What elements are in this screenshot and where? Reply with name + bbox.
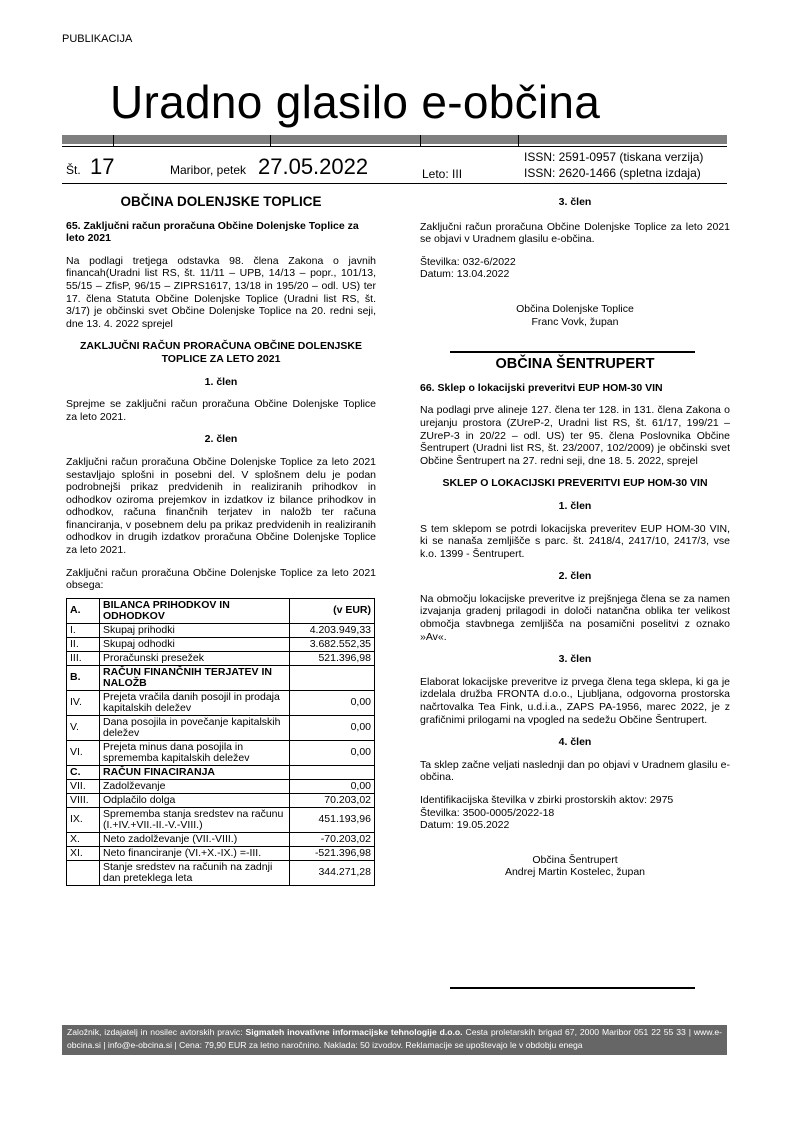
table-cell-value: 3.682.552,35	[290, 637, 375, 651]
org-heading-2: OBČINA ŠENTRUPERT	[495, 356, 655, 373]
table-section-row	[67, 665, 375, 690]
imprint-footer	[62, 1025, 727, 1055]
masthead-black-rule	[62, 146, 727, 147]
table-row	[67, 651, 375, 665]
org-heading: OBČINA DOLENJSKE TOPLICE	[120, 194, 322, 209]
masthead-grey-rule	[62, 135, 727, 144]
table-cell-value: (v EUR)	[290, 598, 375, 623]
table-cell-label: Sprememba stanja sredstev na računu (I.+IV.+VII.-II.-V.-VIII.)	[100, 807, 290, 832]
table-cell-label: RAČUN FINACIRANJA	[100, 765, 290, 779]
act-2-title: 66. Sklep o lokacijski preveritvi EUP HOM-30 VIN	[420, 381, 663, 394]
table-row	[67, 779, 375, 793]
table-cell-label: RAČUN FINANČNIH TERJATEV IN NALOŽB	[100, 665, 290, 690]
table-cell-value	[290, 665, 375, 690]
table-cell-n: IV.	[67, 690, 100, 715]
table-cell-n: VII.	[67, 779, 100, 793]
table-cell-n: IX.	[67, 807, 100, 832]
table-row	[67, 807, 375, 832]
table-cell-n: VIII.	[67, 793, 100, 807]
table-row	[67, 637, 375, 651]
footer-lead: Založnik, izdajatelj in nosilec avtorskih pravic:	[67, 1027, 243, 1037]
issue-number: 17	[90, 154, 115, 179]
issn-print: ISSN: 2591-0957 (tiskana verzija)	[524, 150, 704, 164]
article-1-title: 1. člen	[204, 375, 238, 388]
sklep-article-3-text: Elaborat lokacijske preveritve iz prvega člena tega sklepa, ki ga je izdelala družba FRONTA d.o.o., Ljubljana, odgovorna prostorska načrtovalka Tea Fink, u.d.i.a., ZAPS PA-1956, marec 2022, je z grafičnimi prilogami na vpogled na sedežu Občine Šentrupert.	[420, 675, 730, 726]
rule-tick	[113, 135, 114, 147]
table-section-row	[67, 765, 375, 779]
signature-name: Franc Vovk, župan	[531, 315, 619, 328]
table-cell-value	[290, 765, 375, 779]
article-2-text-2: Zaključni račun proračuna Občine Dolenjske Toplice za leto 2021 obsega:	[66, 566, 376, 592]
article-2-text: Zaključni račun proračuna Občine Dolenjske Toplice za leto 2021 sestavljajo splošni in posebni del. V splošnem delu je podan podrobnejši prikaz predvidenih in realiziranih prihodkov in odhodkov oziroma prejemkov in izdatkov iz bilance prihodkov in odhodkov, računa finančnih terjatev in naložb ter računa financiranja, v posebnem delu pa prikaz predvidenih in realiziranih odhodkov in drugih izdatkov proračuna Občine Dolenjske Toplice za leto 2021.	[66, 455, 376, 557]
sklep-article-2-text: Na območju lokacijske preveritve iz prejšnjega člena se za namen izvajanja gradenj prilagodi in določi natančna oblika ter velikost območja stavbnega zemljišča na posamični poselitvi z oznako »Av«.	[420, 592, 730, 643]
sklep-article-4-title: 4. člen	[558, 736, 592, 749]
publication-kicker: PUBLIKACIJA	[62, 33, 133, 45]
section-divider	[450, 987, 695, 989]
issue-place-day: Maribor, petek	[170, 163, 247, 177]
table-cell-value: 0,00	[290, 690, 375, 715]
document-heading-2: SKLEP O LOKACIJSKI PREVERITVI EUP HOM-30 VIN	[442, 477, 708, 490]
table-cell-label: Skupaj odhodki	[100, 637, 290, 651]
right-column	[420, 196, 730, 879]
table-cell-label: Skupaj prihodki	[100, 623, 290, 637]
table-cell-n: C.	[67, 765, 100, 779]
table-cell-n: VI.	[67, 740, 100, 765]
table-cell-value: 521.396,98	[290, 651, 375, 665]
table-row	[67, 793, 375, 807]
act-title: 65. Zaključni račun proračuna Občine Dolenjske Toplice za leto 2021	[66, 219, 359, 245]
sklep-article-1-text: S tem sklepom se potrdi lokacijska preveritev EUP HOM-30 VIN, ki se nanaša zemljišče s parc. št. 2418/4, 2417/10, 2417/3, vse k.o. 1399 - Šentrupert.	[420, 522, 730, 560]
table-cell-n: A.	[67, 598, 100, 623]
article-3-text: Zaključni račun proračuna Občine Dolenjske Toplice za leto 2021 se objavi v Uradnem glasilu e-občina.	[420, 220, 730, 246]
table-cell-label: Proračunski presežek	[100, 651, 290, 665]
table-cell-n: X.	[67, 832, 100, 846]
sklep-article-4-text: Ta sklep začne veljati naslednji dan po objavi v Uradnem glasilu e-občina.	[420, 758, 730, 784]
table-cell-label: Prejeta vračila danih posojil in prodaja kapitalskih deležev	[100, 690, 290, 715]
rule-tick	[518, 135, 519, 147]
table-cell-value: 0,00	[290, 740, 375, 765]
table-cell-label: Dana posojila in povečanje kapitalskih deležev	[100, 715, 290, 740]
document-date: Datum: 13.04.2022	[420, 268, 510, 281]
table-cell-value: -521.396,98	[290, 846, 375, 860]
table-cell-n	[67, 860, 100, 885]
table-cell-n: II.	[67, 637, 100, 651]
table-cell-label: Stanje sredstev na računih na zadnji dan preteklega leta	[100, 860, 290, 885]
issn-online: ISSN: 2620-1466 (spletna izdaja)	[524, 166, 701, 180]
sklep-article-3-title: 3. člen	[558, 653, 592, 666]
sklep-article-1-title: 1. člen	[558, 499, 592, 512]
article-1-text: Sprejme se zaključni račun proračuna Občine Dolenjske Toplice za leto 2021.	[66, 398, 376, 423]
table-row	[67, 740, 375, 765]
table-cell-n: XI.	[67, 846, 100, 860]
table-cell-value: 0,00	[290, 715, 375, 740]
footer-publisher: Sigmateh inovativne informacijske tehnologije d.o.o.	[245, 1027, 463, 1037]
header-bottom-rule	[62, 183, 727, 184]
issue-prefix: Št.	[66, 163, 81, 177]
signature-org: Občina Dolenjske Toplice	[516, 302, 634, 315]
table-row	[67, 832, 375, 846]
document-heading: ZAKLJUČNI RAČUN PRORAČUNA OBČINE DOLENJSKE TOPLICE ZA LETO 2021	[80, 340, 362, 365]
preamble-2: Na podlagi prve alineje 127. člena ter 128. in 131. člena Zakona o urejanju prostora (ZUreP-2, Uradni list RS, št. 61/17, 199/21 – ZUreP-3 in 20/22 – odl. US) ter 95. člena Poslovnika Občine Šentrupert (Uradni list RS, št. 23/2007, 102/2009) je občinski svet Občine Šentrupert na 27. redni seji, dne 18. 5. 2022, sprejel	[420, 404, 730, 467]
table-cell-value: 0,00	[290, 779, 375, 793]
issue-date: 27.05.2022	[258, 154, 369, 179]
table-cell-n: I.	[67, 623, 100, 637]
financial-table	[66, 598, 375, 886]
table-cell-n: V.	[67, 715, 100, 740]
preamble: Na podlagi tretjega odstavka 98. člena Zakona o javnih financah(Uradni list RS, št. 11/11 – UPB, 14/13 – popr., 101/13, 55/15 – ZfisP, 96/15 – ZIPRS1617, 13/18 in 195/20 – odl. US) ter 17. člena Statuta Občine Dolenjske Toplice (Uradni list RS, št. 3/17) je občinski svet Občine Dolenjske Toplice na 20. redni seji, dne 13. 4. 2022 sprejel	[66, 254, 376, 330]
table-cell-value: 70.203,02	[290, 793, 375, 807]
table-cell-value: 451.193,96	[290, 807, 375, 832]
table-cell-n: B.	[67, 665, 100, 690]
rule-tick	[420, 135, 421, 147]
sklep-article-2-title: 2. člen	[558, 570, 592, 583]
table-row	[67, 715, 375, 740]
table-cell-label: Neto zadolževanje (VII.-VIII.)	[100, 832, 290, 846]
table-cell-value: 4.203.949,33	[290, 623, 375, 637]
document-number: Številka: 032-6/2022	[420, 255, 516, 268]
article-3-title: 3. člen	[558, 196, 592, 208]
journal-title: Uradno glasilo e-občina	[110, 76, 601, 128]
table-row	[67, 860, 375, 885]
signature-name-2: Andrej Martin Kostelec, župan	[504, 866, 646, 879]
issue-volume: Leto: III	[422, 167, 463, 181]
table-cell-label: Zadolževanje	[100, 779, 290, 793]
table-cell-label: Neto financiranje (VI.+X.-IX.) =-III.	[100, 846, 290, 860]
plan-id: Identifikacijska številka v zbirki prostorskih aktov: 2975	[420, 794, 674, 806]
section-divider	[450, 351, 695, 353]
table-cell-label: Prejeta minus dana posojila in sprememba kapitalskih deležev	[100, 740, 290, 765]
table-cell-label: Odplačilo dolga	[100, 793, 290, 807]
table-cell-value: -70.203,02	[290, 832, 375, 846]
table-cell-value: 344.271,28	[290, 860, 375, 885]
table-cell-label: BILANCA PRIHODKOV IN ODHODKOV	[100, 598, 290, 623]
article-2-title: 2. člen	[204, 433, 238, 446]
document-number-2: Številka: 3500-0005/2022-18	[420, 806, 555, 819]
left-column	[66, 196, 376, 886]
table-cell-n: III.	[67, 651, 100, 665]
table-row	[67, 623, 375, 637]
document-date-2: Datum: 19.05.2022	[420, 819, 510, 832]
table-row	[67, 846, 375, 860]
table-row	[67, 690, 375, 715]
rule-tick	[270, 135, 271, 147]
table-section-row	[67, 598, 375, 623]
signature-org-2: Občina Šentrupert	[532, 853, 618, 866]
footer-rest: Cesta proletarskih brigad 67, 2000 Maribor 051 22 55 33 | www.e-obcina.si | info@e-obcina.si | Cena: 79,90 EUR za letno naročnino. Naklada: 50 izvodov. Reklamacije se upoštevajo le v obdobju enega	[67, 1027, 723, 1050]
